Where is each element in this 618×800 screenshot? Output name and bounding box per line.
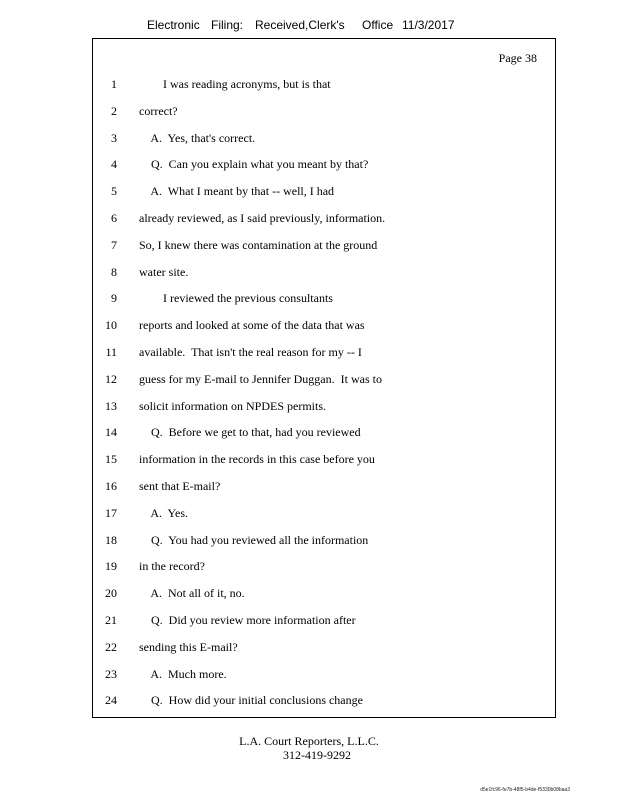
footer-phone: 312-419-9292 bbox=[283, 748, 351, 762]
line-number: 3 bbox=[111, 130, 117, 145]
line-number: 6 bbox=[111, 211, 117, 225]
transcript-page bbox=[92, 38, 556, 718]
line-number: 22 bbox=[105, 639, 117, 654]
line-text: sending this E-mail? bbox=[139, 639, 238, 654]
transcript-line bbox=[93, 479, 555, 495]
transcript-line bbox=[93, 667, 555, 683]
line-text: Q. Before we get to that, had you reviewed bbox=[139, 425, 361, 440]
line-text: A. Much more. bbox=[139, 666, 227, 681]
line-number: 24 bbox=[105, 693, 117, 708]
transcript-line bbox=[93, 345, 555, 361]
transcript-line bbox=[93, 559, 555, 575]
line-number: 17 bbox=[105, 505, 117, 520]
line-text: Q. How did your initial conclusions change bbox=[139, 693, 363, 708]
line-text: I was reading acronyms, but is that bbox=[139, 77, 331, 91]
transcript-line bbox=[93, 157, 555, 173]
line-text: solicit information on NPDES permits. bbox=[139, 398, 326, 413]
line-text: in the record? bbox=[139, 559, 205, 574]
line-text: I reviewed the previous consultants bbox=[139, 291, 333, 306]
transcript-line bbox=[93, 318, 555, 334]
header-office: Office bbox=[362, 18, 394, 32]
transcript-line bbox=[93, 265, 555, 281]
line-text: available. That isn't the real reason for my -- I bbox=[139, 345, 362, 359]
line-number: 11 bbox=[105, 345, 117, 359]
line-text: reports and looked at some of the data that was bbox=[139, 318, 365, 333]
filing-header bbox=[0, 18, 618, 36]
line-number: 5 bbox=[111, 184, 117, 199]
transcript-line bbox=[93, 291, 555, 307]
footer bbox=[0, 734, 618, 762]
transcript-line bbox=[93, 452, 555, 468]
transcript-line bbox=[93, 372, 555, 388]
transcript-line bbox=[93, 211, 555, 227]
line-text: A. Not all of it, no. bbox=[139, 586, 245, 601]
line-text: Q. Can you explain what you meant by that? bbox=[139, 157, 369, 172]
line-text: water site. bbox=[139, 264, 189, 279]
line-number: 23 bbox=[105, 666, 117, 681]
line-number: 10 bbox=[105, 318, 117, 333]
transcript-line bbox=[93, 506, 555, 522]
transcript-line bbox=[93, 613, 555, 629]
line-number: 15 bbox=[105, 452, 117, 467]
line-number: 2 bbox=[111, 103, 117, 118]
page-number: Page 38 bbox=[498, 51, 537, 65]
line-text: Q. Did you review more information after bbox=[139, 613, 356, 627]
transcript-line bbox=[93, 399, 555, 415]
line-text: A. Yes. bbox=[139, 505, 189, 520]
transcript-line bbox=[93, 131, 555, 147]
line-text: Q. You had you reviewed all the information bbox=[139, 532, 369, 547]
header-filing: Filing: bbox=[211, 18, 244, 32]
line-number: 18 bbox=[105, 532, 117, 547]
line-text: A. What I meant by that -- well, I had bbox=[139, 184, 335, 199]
document-id: d5e1fc96-fe7b-48f5-b4de-f5330b08baa3 bbox=[480, 787, 570, 793]
header-electronic: Electronic bbox=[147, 18, 200, 32]
transcript-line bbox=[93, 533, 555, 549]
line-number: 16 bbox=[105, 479, 117, 493]
transcript-line bbox=[93, 184, 555, 200]
line-number: 9 bbox=[111, 291, 117, 306]
line-number: 8 bbox=[111, 264, 117, 279]
line-number: 4 bbox=[111, 157, 117, 172]
line-number: 13 bbox=[105, 398, 117, 413]
transcript-line bbox=[93, 693, 555, 709]
line-number: 19 bbox=[105, 559, 117, 574]
line-text: So, I knew there was contamination at the ground bbox=[139, 237, 378, 252]
line-number: 21 bbox=[105, 613, 117, 627]
line-number: 7 bbox=[111, 237, 117, 252]
transcript-line bbox=[93, 77, 555, 93]
transcript-line bbox=[93, 425, 555, 441]
line-number: 12 bbox=[105, 371, 117, 386]
transcript-line bbox=[93, 640, 555, 656]
transcript-line bbox=[93, 104, 555, 120]
line-number: 14 bbox=[105, 425, 117, 440]
line-text: guess for my E-mail to Jennifer Duggan. It was to bbox=[139, 371, 382, 386]
line-text: sent that E-mail? bbox=[139, 479, 221, 493]
transcript-line bbox=[93, 238, 555, 254]
line-number: 1 bbox=[111, 77, 117, 91]
header-received-clerks: Received,Clerk's bbox=[255, 18, 345, 32]
header-date: 11/3/2017 bbox=[402, 18, 455, 32]
line-number: 20 bbox=[105, 586, 117, 601]
line-text: A. Yes, that's correct. bbox=[139, 130, 256, 145]
line-text: correct? bbox=[139, 103, 178, 118]
transcript-line bbox=[93, 586, 555, 602]
line-text: already reviewed, as I said previously, information. bbox=[139, 211, 386, 225]
footer-company: L.A. Court Reporters, L.L.C. bbox=[239, 734, 379, 748]
line-text: information in the records in this case before you bbox=[139, 452, 375, 467]
